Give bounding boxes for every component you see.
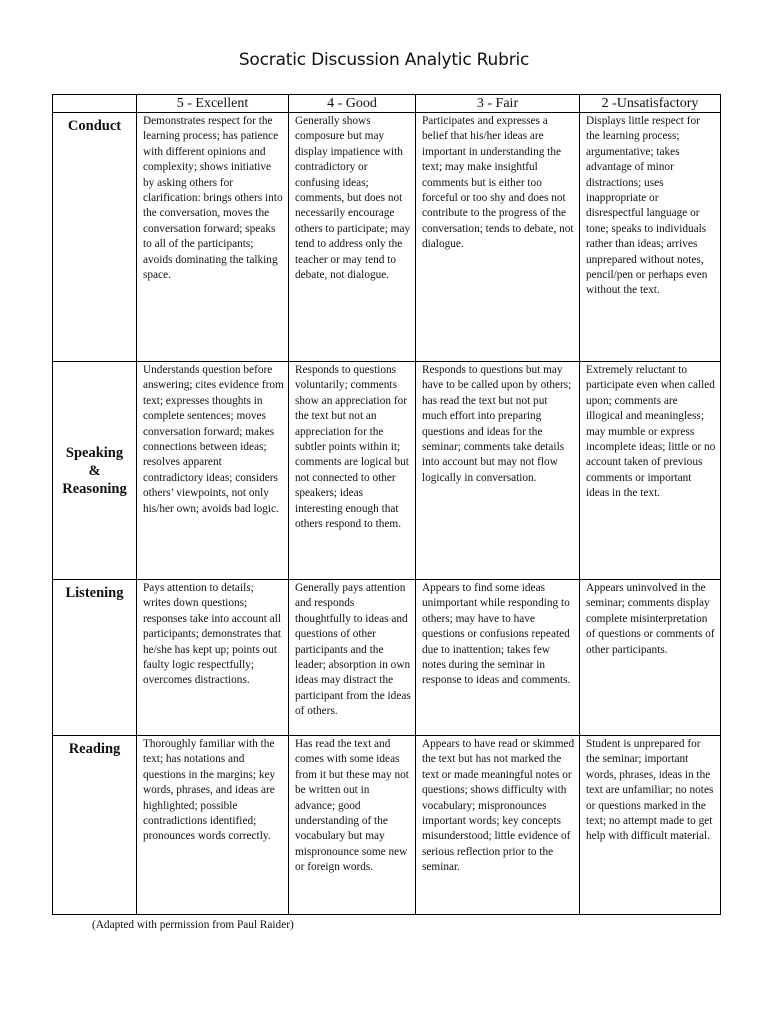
cell-reading-excellent: Thoroughly familiar with the text; has notations and questions in the margins; key words, phrases, and ideas are highlighted; possible contradictions identified; pronounces words correctly. [137, 736, 289, 915]
cell-listening-unsatisfactory: Appears uninvolved in the seminar; comments display complete misinterpretation of questions or comments of other participants. [580, 580, 721, 736]
cell-conduct-unsatisfactory: Displays little respect for the learning process; argumentative; takes advantage of minor distractions; uses inappropriate or disrespectful language or tone; speaks to individuals rather than ideas; arrives unprepared without notes, pencil/pen or perhaps even without the text. [580, 113, 721, 362]
cell-listening-fair: Appears to find some ideas unimportant while responding to others; may have to have questions or confusions repeated due to inattention; takes few notes during the seminar in response to ideas and comments. [416, 580, 580, 736]
cell-speaking-excellent: Understands question before answering; cites evidence from text; expresses thoughts in complete sentences; moves conversation forward; makes connections between ideas; resolves apparent contradictory ideas; considers others’ viewpoints, not only his/her own; avoids bad logic. [137, 362, 289, 580]
cell-reading-good: Has read the text and comes with some ideas from it but these may not be written out in advance; good understanding of the vocabulary but may mispronounce some new or foreign words. [289, 736, 416, 915]
cell-conduct-good: Generally shows composure but may display impatience with contradictory or confusing ideas; comments, but does not necessarily encourage others to participate; may tend to address only the teacher or may tend to debate, not dialogue. [289, 113, 416, 362]
column-header-good: 4 - Good [289, 95, 416, 113]
cell-reading-fair: Appears to have read or skimmed the text but has not marked the text or made meaningful notes or questions; shows difficulty with vocabulary; mispronounces important words; key concepts misunderstood; little evidence of serious reflection prior to the seminar. [416, 736, 580, 915]
row-label-listening: Listening [53, 580, 137, 736]
cell-reading-unsatisfactory: Student is unprepared for the seminar; important words, phrases, ideas in the text are unfamiliar; no notes or questions marked in the text; no attempt made to get help with difficult material. [580, 736, 721, 915]
footnote-attribution: (Adapted with permission from Paul Raider) [92, 919, 294, 931]
page-title: Socratic Discussion Analytic Rubric [238, 50, 530, 70]
column-header-blank [53, 95, 137, 113]
row-label-reading: Reading [53, 736, 137, 915]
row-label-line: Reasoning [62, 480, 127, 497]
cell-speaking-good: Responds to questions voluntarily; comments show an appreciation for the text but not an appreciation for the subtler points within it; comments are logical but not connected to other speakers; ideas interesting enough that others respond to them. [289, 362, 416, 580]
header-row [53, 95, 721, 113]
row-label-line: & [88, 462, 101, 479]
cell-conduct-fair: Participates and expresses a belief that his/her ideas are important in understanding the text; may make insightful comments but is either too forceful or too shy and does not contribute to the progress of the conversation; tends to debate, not dialogue. [416, 113, 580, 362]
row-label-speaking-reasoning [53, 362, 137, 580]
row-label-conduct: Conduct [53, 113, 137, 362]
cell-listening-good: Generally pays attention and responds thoughtfully to ideas and questions of other participants and the leader; absorption in own ideas may distract the participant from the ideas of others. [289, 580, 416, 736]
rubric-table [52, 94, 721, 915]
rubric-row-conduct [53, 113, 721, 362]
rubric-row-speaking-reasoning [53, 362, 721, 580]
cell-speaking-unsatisfactory: Extremely reluctant to participate even when called upon; comments are illogical and meaningless; may mumble or express incomplete ideas; little or no account taken of previous comments or important ideas in the text. [580, 362, 721, 580]
row-label-line: Speaking [65, 444, 124, 461]
cell-listening-excellent: Pays attention to details; writes down questions; responses take into account all participants; demonstrates that he/she has kept up; points out faulty logic respectfully; overcomes distractions. [137, 580, 289, 736]
rubric-row-listening [53, 580, 721, 736]
rubric-row-reading [53, 736, 721, 915]
column-header-excellent: 5 - Excellent [137, 95, 289, 113]
cell-speaking-fair: Responds to questions but may have to be called upon by others; has read the text but not put much effort into preparing questions and ideas for the seminar; comments take details into account but may not flow logically in conversation. [416, 362, 580, 580]
cell-conduct-excellent: Demonstrates respect for the learning process; has patience with different opinions and complexity; shows initiative by asking others for clarification: brings others into the conversation, moves the conversation forward; speaks to all of the participants; avoids dominating the talking space. [137, 113, 289, 362]
column-header-unsatisfactory: 2 -Unsatisfactory [580, 95, 721, 113]
column-header-fair: 3 - Fair [416, 95, 580, 113]
